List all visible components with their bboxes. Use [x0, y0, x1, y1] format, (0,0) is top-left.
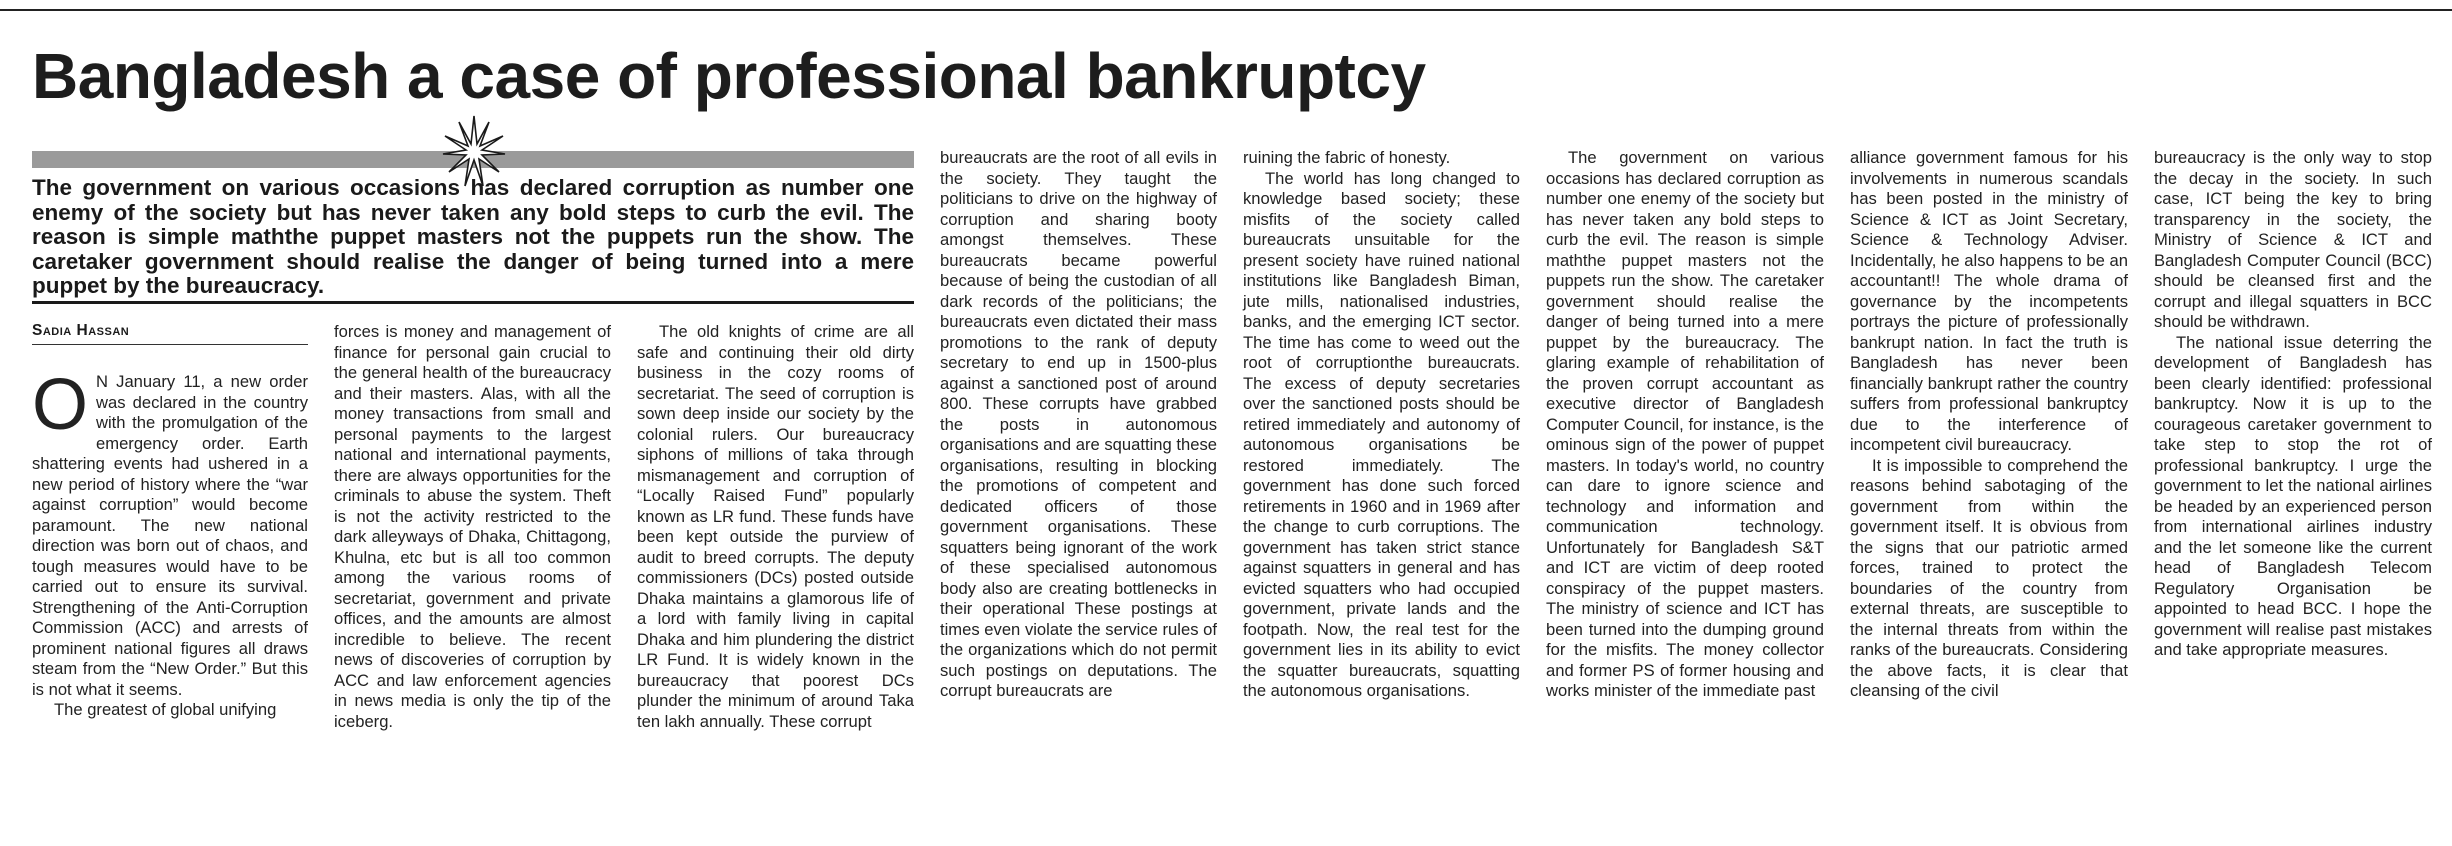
column-5-paragraph-2: The world has long changed to knowledge based society; these misfits of the society called bureaucrats unsuitable for the present society have ruined national institutions like Bangladesh Biman, jute mills, nationalised industries, banks, and the emerging ICT sector. The time has come to weed out the root of corruptionthe bureaucrats. The excess of deputy secretaries over the sanctioned posts should be retired immediately and autonomy of autonomous organisations be restored immediately. The government has done such forced retirements in 1960 and in 1969 after the change to curb corruptions. The government has taken strict stance against squatters in general and has evicted squatters who had occupied government, private lands and the footpath. Now, the real test for the government lies in its ability to evict the squatter bureaucrats, squatting the autonomous organisations.	[1243, 168, 1520, 700]
column-2	[334, 322, 611, 732]
column-1-paragraph-1	[32, 365, 308, 700]
column-4	[940, 148, 1217, 702]
dropcap: O	[32, 365, 89, 445]
column-3	[637, 322, 914, 732]
column-1-paragraph-1-text: N January 11, a new order was declared in the country with the promulgation of the emergency order. Earth shattering events had ushered in a new period of history where the “war against corruption” would become paramount. The new national direction was born out of chaos, and tough measures would have to be carried out to ensure its survival. Strengthening of the Anti-Corruption Commission (ACC) and arrests of prominent national figures all draws steam from the “New Order.” But this is not what it seems.	[32, 372, 308, 699]
column-3-paragraph-1: The old knights of crime are all safe and continuing their old dirty business in the cozy rooms of secretariat. The seed of corruption is sown deep inside our society by the colonial rulers. Our bureaucracy siphons of millions of taka through mismanagement and corruption of “Locally Raised Fund” popularly known as LR fund. These funds have been kept outside the purview of audit to breed corrupts. The deputy commissioners (DCs) posted outside Dhaka maintains a glamorous life of a lord with family living in capital Dhaka and him plundering the district LR Fund. It is widely known in the bureaucracy that poorest DCs plunder the minimum of around Taka ten lakh annually. These corrupt	[637, 322, 914, 731]
column-5	[1243, 148, 1520, 702]
headline: Bangladesh a case of professional bankruptcy	[32, 40, 1426, 112]
column-4-paragraph-1: bureaucrats are the root of all evils in the society. They taught the politicians to drive on the highway of corruption and sharing booty amongst themselves. These bureaucrats became powerful because of being the custodian of all dark records of the politicians; the bureaucrats even dictated their mass promotions to the rank of deputy secretary to end up in 1500-plus against a sanctioned post of around 800. These corrupts have grabbed the posts in autonomous organisations and are squatting these organisations, resulting in blocking the promotions of competent and dedicated officers of those government organisations. These squatters being ignorant of the work of these specialised autonomous body also are creating bottlenecks in their operational These postings at times even violate the service rules of the organizations which do not permit such postings on deputations. The corrupt bureaucrats are	[940, 148, 1217, 700]
column-6	[1546, 148, 1824, 702]
deck-rule	[32, 301, 914, 304]
column-5-paragraph-1: ruining the fabric of honesty.	[1243, 148, 1451, 167]
column-8-paragraph-2: The national issue deterring the development of Bangladesh has been clearly identified: professional bankruptcy. Now it is up to the courageous caretaker government to take step to stop the rot of professional bankruptcy. I urge the government to let the national airlines be headed by an experienced person from international airlines industry and the let someone like the current head of Bangladesh Telecom Regulatory Organisation be appointed to head BCC. I hope the government will realise past mistakes and take appropriate measures.	[2154, 332, 2432, 659]
column-7-paragraph-2: It is impossible to comprehend the reasons behind sabotaging of the government from within the government itself. It is obvious from the signs that our patriotic armed forces, trained to protect the boundaries of the country from external threats, are susceptible to the internal threats from within the ranks of the bureaucrats. Considering the above facts, it is clear that cleansing of the civil	[1850, 455, 2128, 700]
byline: Sadia Hassan	[32, 322, 130, 339]
byline-rule	[32, 344, 308, 345]
column-7	[1850, 148, 2128, 702]
column-6-paragraph-1: The government on various occasions has declared corruption as number one enemy of the society but has never taken any bold steps to curb the evil. The reason is simple maththe puppet masters not the puppets run the show. The caretaker government should realise the danger of being turned into a mere puppet by the bureaucracy. The glaring example of rehabilitation of the proven corrupt accountant as executive director of Bangladesh Computer Council, for instance, is the ominous sign of the power of puppet masters. In today's world, no country can dare to ignore science and technology and information and communication technology. Unfortunately for Bangladesh S&T and ICT are victim of deep rooted conspiracy of the puppet masters. The ministry of science and ICT has been turned into the dumping ground for the misfits. The money collector and former PS of former housing and works minister of the immediate past	[1546, 148, 1824, 700]
column-8-paragraph-1: bureaucracy is the only way to stop the decay in the society. In such case, ICT being the key to bring transparency in the society, the Ministry of Science & ICT and Bangladesh Computer Council (BCC) should be cleansed first and the corrupt and illegal squatters in BCC should be withdrawn.	[2154, 148, 2432, 331]
column-7-paragraph-1: alliance government famous for his involvements in numerous scandals has been posted in the ministry of Science & ICT as Joint Secretary, Science & Technology Adviser. Incidentally, he also happens to be an accountant!! The whole drama of governance by the incompetents portrays the picture of professionally bankrupt nation. In fact the truth is Bangladesh has never been financially bankrupt rather the country suffers from professional bankruptcy due to the interference of incompetent civil bureaucracy.	[1850, 148, 2128, 454]
top-rule	[0, 9, 2452, 11]
column-1-paragraph-2: The greatest of global unifying	[54, 700, 277, 719]
column-8	[2154, 148, 2432, 661]
column-1	[32, 365, 308, 721]
deck: The government on various occasions has declared corruption as number one enemy of the society but has never taken any bold steps to curb the evil. The reason is simple maththe puppet masters not the puppets run the show. The caretaker government should realise the danger of being turned into a mere puppet by the bureaucracy.	[32, 175, 914, 298]
column-2-paragraph-1: forces is money and management of finance for personal gain crucial to the general health of the bureaucracy and their masters. Alas, with all the money transactions from small and personal payments to the largest national and international payments, there are always opportunities for the criminals to abuse the system. Theft is not the activity restricted to the dark alleyways of Dhaka, Chittagong, Khulna, etc but is all too common among the various rooms of secretariat, government and private offices, and the amounts are almost incredible to believe. The recent news of discoveries of corruption by ACC and law enforcement agencies in news media is only the tip of the iceberg.	[334, 322, 611, 731]
